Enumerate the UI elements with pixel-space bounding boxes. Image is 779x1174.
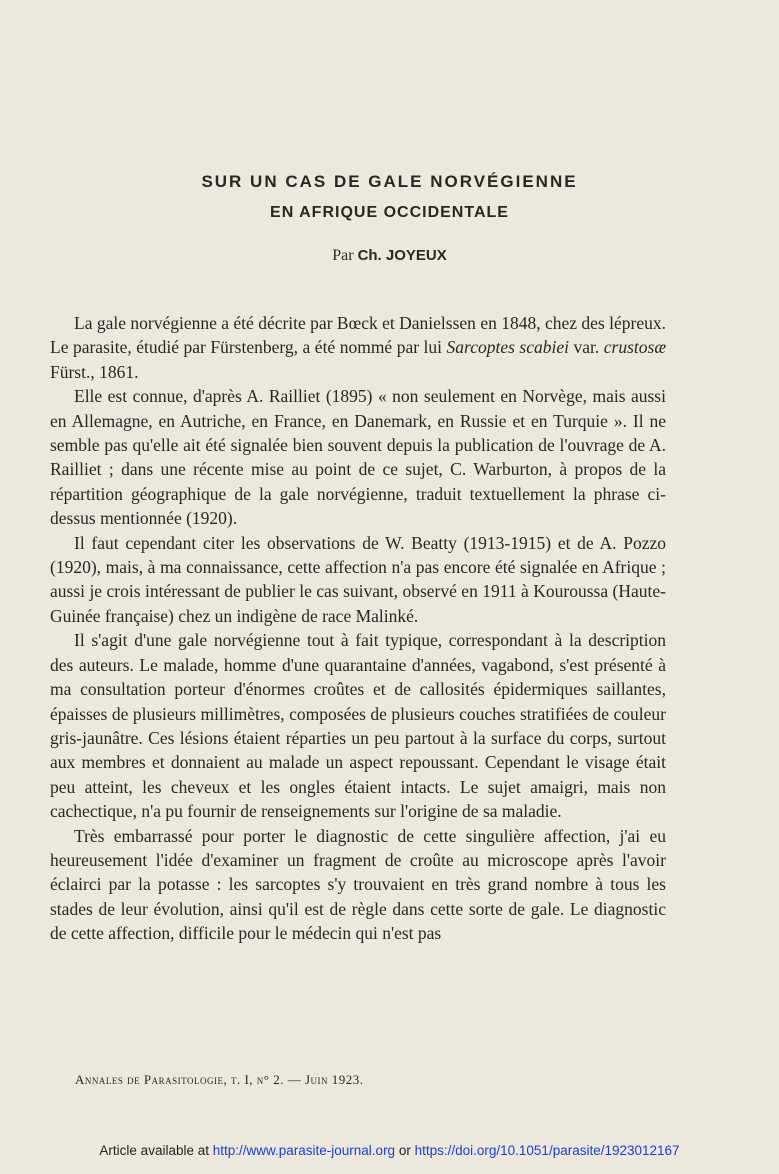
article-link-bar	[0, 1143, 779, 1158]
paragraph-5: Très embarrassé pour porter le diagnostic de cette singulière affection, j'ai eu heureusement l'idée d'examiner un fragment de croûte au microscope après l'avoir éclairci par la potasse : les sarcoptes s'y trouvaient en très grand nombre à tous les stades de leur évolution, ainsi qu'il est de règle dans cette sorte de gale. Le diagnostic de cette affection, difficile pour le médecin qui n'est pas	[50, 825, 666, 944]
paragraph-4: Il s'agit d'une gale norvégienne tout à fait typique, correspondant à la description des auteurs. Le malade, homme d'une quarantaine d'années, vagabond, s'est présenté à ma consultation porteur d'énormes croûtes et de callosités épidermiques saillantes, épaisses de plusieurs millimètres, composées de plusieurs couches stratifiées de couleur gris-jaunâtre. Ces lésions étaient réparties un peu partout à la surface du corps, surtout aux membres et donnaient au malade un aspect repoussant. Cependant le visage était peu atteint, les cheveux et les ongles étaient intacts. Le sujet amaigri, mais non cachectique, n'a pu fournir de renseignements sur l'origine de sa maladie.	[50, 630, 666, 822]
journal-link[interactable]: http://www.parasite-journal.org	[212, 1143, 396, 1158]
journal-footer: Annales de Parasitologie, t. I, n° 2. — Juin 1923.	[75, 1072, 364, 1087]
doi-link[interactable]: https://doi.org/10.1051/parasite/1923012167	[414, 1143, 680, 1158]
byline	[0, 247, 779, 265]
article-title-line1: SUR UN CAS DE GALE NORVÉGIENNE	[201, 172, 578, 191]
byline-prefix: Par	[332, 247, 354, 264]
variety-name: crustosæ	[603, 337, 667, 358]
link-bar-middle: or	[395, 1143, 415, 1158]
article-body	[50, 311, 666, 946]
link-bar-prefix: Article available at	[99, 1143, 213, 1158]
paragraph-2: Elle est connue, d'après A. Railliet (1895) « non seulement en Norvège, mais aussi en Allemagne, en Autriche, en France, en Danemark, en Russie et en Turquie ». Il ne semble pas qu'elle ait été signalée bien souvent depuis la publication de l'ouvrage de A. Railliet ; dans une récente mise au point de ce sujet, C. Warburton, à propos de la répartition géographique de la gale norvégienne, traduit textuellement la phrase ci-dessus mentionnée (1920).	[50, 386, 666, 529]
paragraph-1-text: La gale norvégienne a été décrite par Bœck et Danielssen en 1848, chez des lépreux. Le parasite, étudié par Fürstenberg, a été nommé par lui	[50, 313, 666, 358]
species-name: Sarcoptes scabiei	[446, 337, 569, 358]
paragraph-1-end: Fürst., 1861.	[50, 361, 139, 382]
paragraph-3: Il faut cependant citer les observations de W. Beatty (1913-1915) et de A. Pozzo (1920), mais, à ma connaissance, cette affection n'a pas encore été signalée en Afrique ; aussi je crois intéressant de publier le cas suivant, observé en 1911 à Kouroussa (Haute-Guinée française) chez un indigène de race Malinké.	[50, 532, 666, 626]
paragraph-1	[50, 311, 666, 384]
paragraph-1-mid: var.	[569, 337, 604, 358]
article-title-line2: EN AFRIQUE OCCIDENTALE	[270, 204, 509, 221]
author-name: Ch. JOYEUX	[357, 247, 447, 264]
